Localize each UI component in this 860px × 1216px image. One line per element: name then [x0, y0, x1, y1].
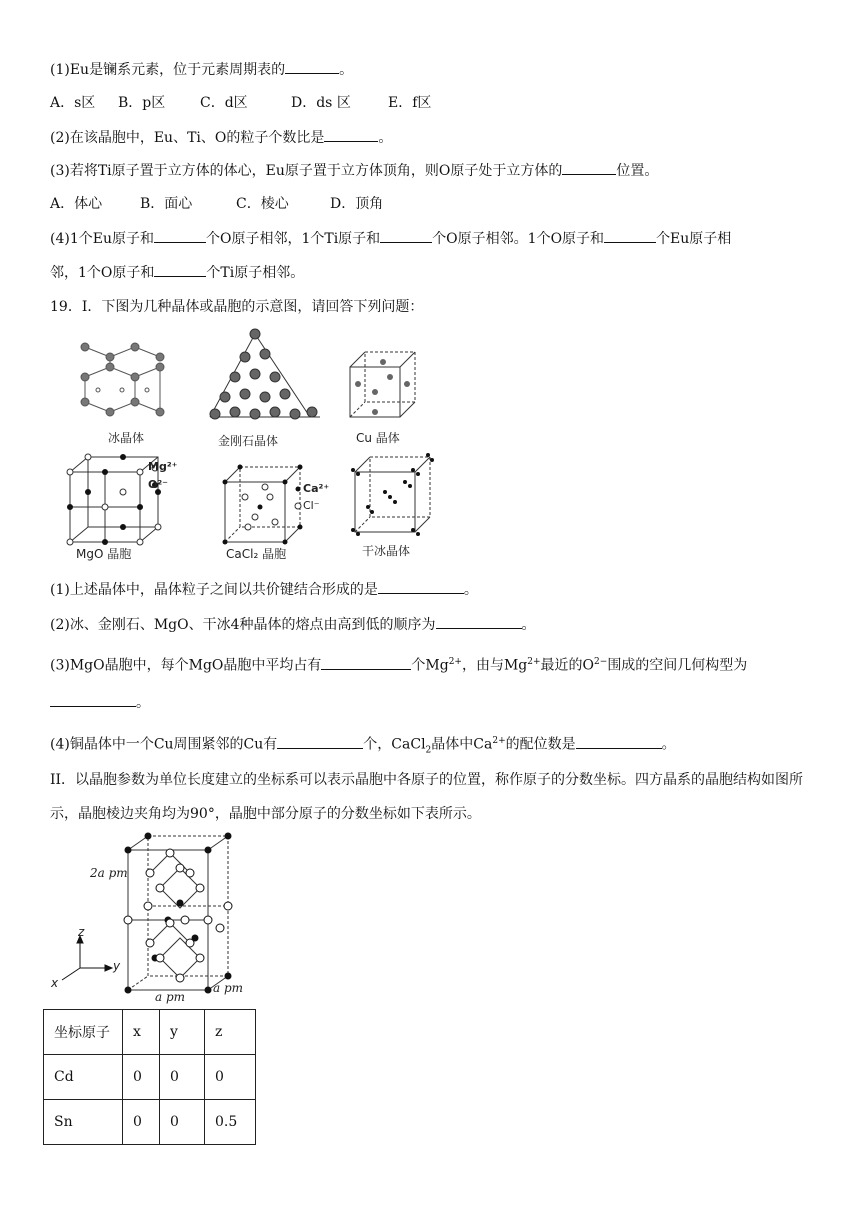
- table-cell: 0: [160, 1055, 205, 1100]
- q19-s4-part2: 个，CaCl: [363, 736, 426, 753]
- q19-s1-blank[interactable]: [378, 579, 464, 594]
- q19-intro: 19．I．下图为几种晶体或晶胞的示意图，请回答下列问题：: [50, 299, 424, 315]
- cacl2-cell-diagram: [223, 465, 303, 545]
- tetragonal-cell-diagram: [50, 828, 260, 1003]
- q19-s3-part5: 围成的空间几何构型为: [607, 657, 748, 674]
- q19-s3-suffix: 。: [136, 695, 150, 711]
- q19-s2-blank[interactable]: [436, 614, 522, 629]
- q4-part1: (4)1个Eu原子和: [50, 231, 154, 247]
- q1-answer-blank[interactable]: [285, 59, 339, 74]
- q4-part6: 个Ti原子相邻。: [206, 265, 305, 281]
- o-legend: O²⁻: [148, 478, 168, 491]
- q3-option-a: A．体心: [50, 196, 103, 212]
- q19-s4-line: [50, 731, 676, 760]
- diamond-crystal-diagram: [210, 329, 320, 419]
- q19-s3-blank-2[interactable]: [50, 692, 136, 707]
- table-cell: 0: [123, 1055, 160, 1100]
- ca-legend: Ca²⁺: [303, 482, 330, 495]
- q19-s3-charge-3: 2−: [594, 657, 608, 667]
- q2-stem: (2)在该晶胞中，Eu、Ti、O的粒子个数比是: [50, 130, 325, 146]
- q19-s3-blank-1[interactable]: [321, 655, 411, 670]
- q3-option-d: D．顶角: [330, 196, 384, 212]
- table-cell: 0.5: [205, 1100, 256, 1145]
- table-cell: 0: [160, 1100, 205, 1145]
- q4-blank-1[interactable]: [154, 228, 206, 243]
- cell-height-label: 2a pm: [90, 866, 128, 880]
- q19-s4-blank-2[interactable]: [576, 734, 662, 749]
- q19-s3-part1: (3)MgO晶胞中，每个MgO晶胞中平均占有: [50, 657, 322, 674]
- q19-s3-charge-2: 2+: [527, 657, 541, 667]
- q19-s1-suffix: 。: [463, 582, 478, 598]
- table-row: [44, 1100, 256, 1145]
- q19-part2-text: II．以晶胞参数为单位长度建立的坐标系可以表示晶胞中各原子的位置，称作原子的分数坐标。四方晶系的晶胞结构如图所示，晶胞棱边夹角均为90°，晶胞中部分原子的分数坐标如下表所示。: [50, 772, 804, 822]
- table-row: [44, 1055, 256, 1100]
- mg-legend: Mg²⁺: [148, 460, 178, 473]
- q19-s4-part4: 的配位数是: [505, 736, 576, 753]
- table-cell: 0: [123, 1100, 160, 1145]
- q4-blank-4[interactable]: [154, 262, 206, 277]
- table-header-cell: x: [123, 1010, 160, 1055]
- q3-option-c: C．棱心: [236, 196, 289, 212]
- table-cell: Cd: [44, 1055, 123, 1100]
- q19-s4-part3: 晶体中Ca: [431, 736, 493, 753]
- ice-crystal-diagram: [81, 343, 164, 416]
- q3-suffix: 位置。: [616, 163, 659, 179]
- q19-s2-stem: (2)冰、金刚石、MgO、干冰4种晶体的熔点由高到低的顺序为: [50, 617, 436, 633]
- q4-part5: 邻，1个O原子和: [50, 265, 155, 281]
- q4-blank-2[interactable]: [380, 228, 432, 243]
- q4-part2: 个O原子相邻，1个Ti原子和: [205, 231, 381, 247]
- q3-stem: (3)若将Ti原子置于立方体的体心，Eu原子置于立方体顶角，则O原子处于立方体的: [50, 163, 563, 179]
- q19-s3-part3: ，由与Mg: [461, 657, 528, 674]
- q19-s3-line-2: [50, 692, 150, 713]
- cell-depth-label: a pm: [213, 981, 244, 995]
- table-header-row: [44, 1010, 256, 1055]
- q4-line-1: [50, 228, 731, 249]
- table-header-cell: z: [205, 1010, 256, 1055]
- q2-suffix: 。: [378, 130, 393, 146]
- axis-x-label: x: [51, 976, 59, 990]
- q1-options: [50, 93, 431, 113]
- dry-ice-diagram: [351, 453, 434, 536]
- fractional-coordinate-table: [43, 1009, 256, 1145]
- cacl2-cell-label: CaCl₂ 晶胞: [226, 547, 287, 561]
- q19-s4-suffix: 。: [661, 736, 676, 753]
- diamond-crystal-label: 金刚石晶体: [218, 434, 279, 448]
- q3-line: [50, 160, 658, 181]
- table-header-cell: 坐标原子: [44, 1010, 123, 1055]
- q2-answer-blank[interactable]: [324, 127, 378, 142]
- cu-crystal-label: Cu 晶体: [356, 431, 400, 445]
- q19-s3-charge-1: 2+: [448, 657, 462, 667]
- q4-blank-3[interactable]: [604, 228, 656, 243]
- ice-crystal-label: 冰晶体: [108, 431, 145, 445]
- q19-s1-line: [50, 579, 478, 600]
- axis-z-label: z: [78, 925, 85, 939]
- q1-suffix: 。: [339, 62, 354, 78]
- q3-options: [50, 194, 383, 214]
- q4-part4: 个Eu原子相: [656, 231, 732, 247]
- table-cell: 0: [205, 1055, 256, 1100]
- q19-s4-blank-1[interactable]: [277, 734, 363, 749]
- q19-s2-suffix: 。: [521, 617, 536, 633]
- q4-line-2: [50, 262, 304, 283]
- q1-option-b: B．p区: [118, 95, 166, 111]
- q1-stem-line: [50, 59, 353, 80]
- q2-line: [50, 127, 392, 148]
- q1-option-c: C．d区: [200, 95, 248, 111]
- q1-option-d: D．ds 区: [291, 95, 351, 111]
- q1-option-a: A．s区: [50, 95, 96, 111]
- q19-s2-line: [50, 614, 536, 635]
- dry-ice-label: 干冰晶体: [362, 544, 411, 558]
- q1-stem: (1)Eu是镧系元素，位于元素周期表的: [50, 62, 286, 78]
- q1-option-e: E．f区: [388, 95, 432, 111]
- cu-crystal-diagram: [350, 352, 415, 417]
- mgo-cell-diagram: [67, 454, 161, 545]
- q19-s4-part1: (4)铜晶体中一个Cu周围紧邻的Cu有: [50, 736, 278, 753]
- q3-option-b: B．面心: [140, 196, 193, 212]
- q4-part3: 个O原子相邻。1个O原子和: [432, 231, 605, 247]
- q19-s3-part2: 个Mg: [411, 657, 449, 674]
- axis-y-label: y: [113, 959, 121, 973]
- q19-s3-line: [50, 652, 747, 676]
- q19-s3-part4: 最近的O: [540, 657, 595, 674]
- q19-s1-stem: (1)上述晶体中，晶体粒子之间以共价键结合形成的是: [50, 582, 378, 598]
- cell-width-label: a pm: [155, 990, 186, 1004]
- mgo-cell-label: MgO 晶胞: [76, 547, 132, 561]
- q19-s4-subscript: 2: [425, 745, 432, 756]
- q3-answer-blank[interactable]: [562, 160, 616, 175]
- cl-legend: Cl⁻: [303, 499, 320, 512]
- q19-s4-charge: 2+: [492, 736, 506, 746]
- table-header-cell: y: [160, 1010, 205, 1055]
- table-cell: Sn: [44, 1100, 123, 1145]
